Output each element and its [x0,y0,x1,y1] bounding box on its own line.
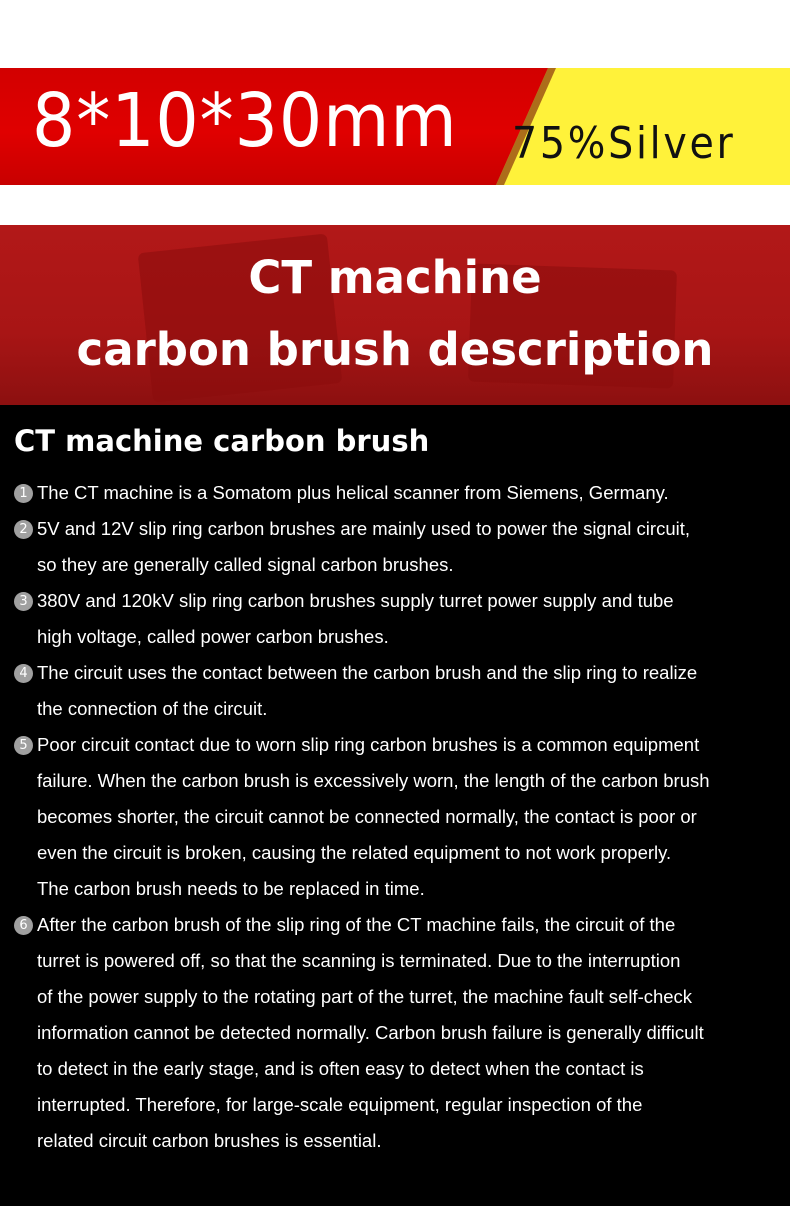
item-text-line: the connection of the circuit. [37,698,268,719]
item-number-badge: 3 [14,592,33,611]
list-item [14,583,774,655]
item-text-line: The carbon brush needs to be replaced in time. [37,878,425,899]
top-spacer [0,0,790,68]
item-text-line: 5V and 12V slip ring carbon brushes are mainly used to power the signal circuit, [37,518,690,539]
item-number-badge: 6 [14,916,33,935]
spec-banner [0,68,790,185]
item-text-line: so they are generally called signal carbon brushes. [37,554,454,575]
item-number-badge: 1 [14,484,33,503]
banner-gap [0,185,790,225]
item-text-line: information cannot be detected normally. Carbon brush failure is generally difficult [37,1022,704,1043]
spec-dimensions: 8*10*30mm [32,78,458,164]
item-text-line: even the circuit is broken, causing the related equipment to not work properly. [37,842,672,863]
description-section [0,405,790,1206]
title-banner [0,225,790,405]
item-text-line: The circuit uses the contact between the carbon brush and the slip ring to realize [37,662,698,683]
section-heading: CT machine carbon brush [14,424,430,458]
list-item [14,907,774,1159]
item-text-line: After the carbon brush of the slip ring of the CT machine fails, the circuit of the [37,914,676,935]
list-item [14,727,774,907]
title-banner-line-1: CT machine [248,251,542,304]
item-text-line: related circuit carbon brushes is essential. [37,1130,382,1151]
item-text-line: high voltage, called power carbon brushes. [37,626,389,647]
list-item [14,475,774,511]
item-text-line: becomes shorter, the circuit cannot be connected normally, the contact is poor or [37,806,697,827]
item-number-badge: 5 [14,736,33,755]
item-text-line: to detect in the early stage, and is often easy to detect when the contact is [37,1058,644,1079]
item-text-line: Poor circuit contact due to worn slip ring carbon brushes is a common equipment [37,734,700,755]
list-item [14,511,774,583]
item-text-line: turret is powered off, so that the scanning is terminated. Due to the interruption [37,950,681,971]
item-number-badge: 4 [14,664,33,683]
item-number-badge: 2 [14,520,33,539]
item-text-line: 380V and 120kV slip ring carbon brushes supply turret power supply and tube [37,590,674,611]
item-text-line: of the power supply to the rotating part of the turret, the machine fault self-check [37,986,693,1007]
title-banner-line-2: carbon brush description [76,323,714,376]
item-text-line: The CT machine is a Somatom plus helical scanner from Siemens, Germany. [37,482,669,503]
list-item [14,655,774,727]
item-text-line: interrupted. Therefore, for large-scale equipment, regular inspection of the [37,1094,643,1115]
item-text-line: failure. When the carbon brush is excessively worn, the length of the carbon brush [37,770,710,791]
spec-material: 75%Silver [512,118,736,169]
